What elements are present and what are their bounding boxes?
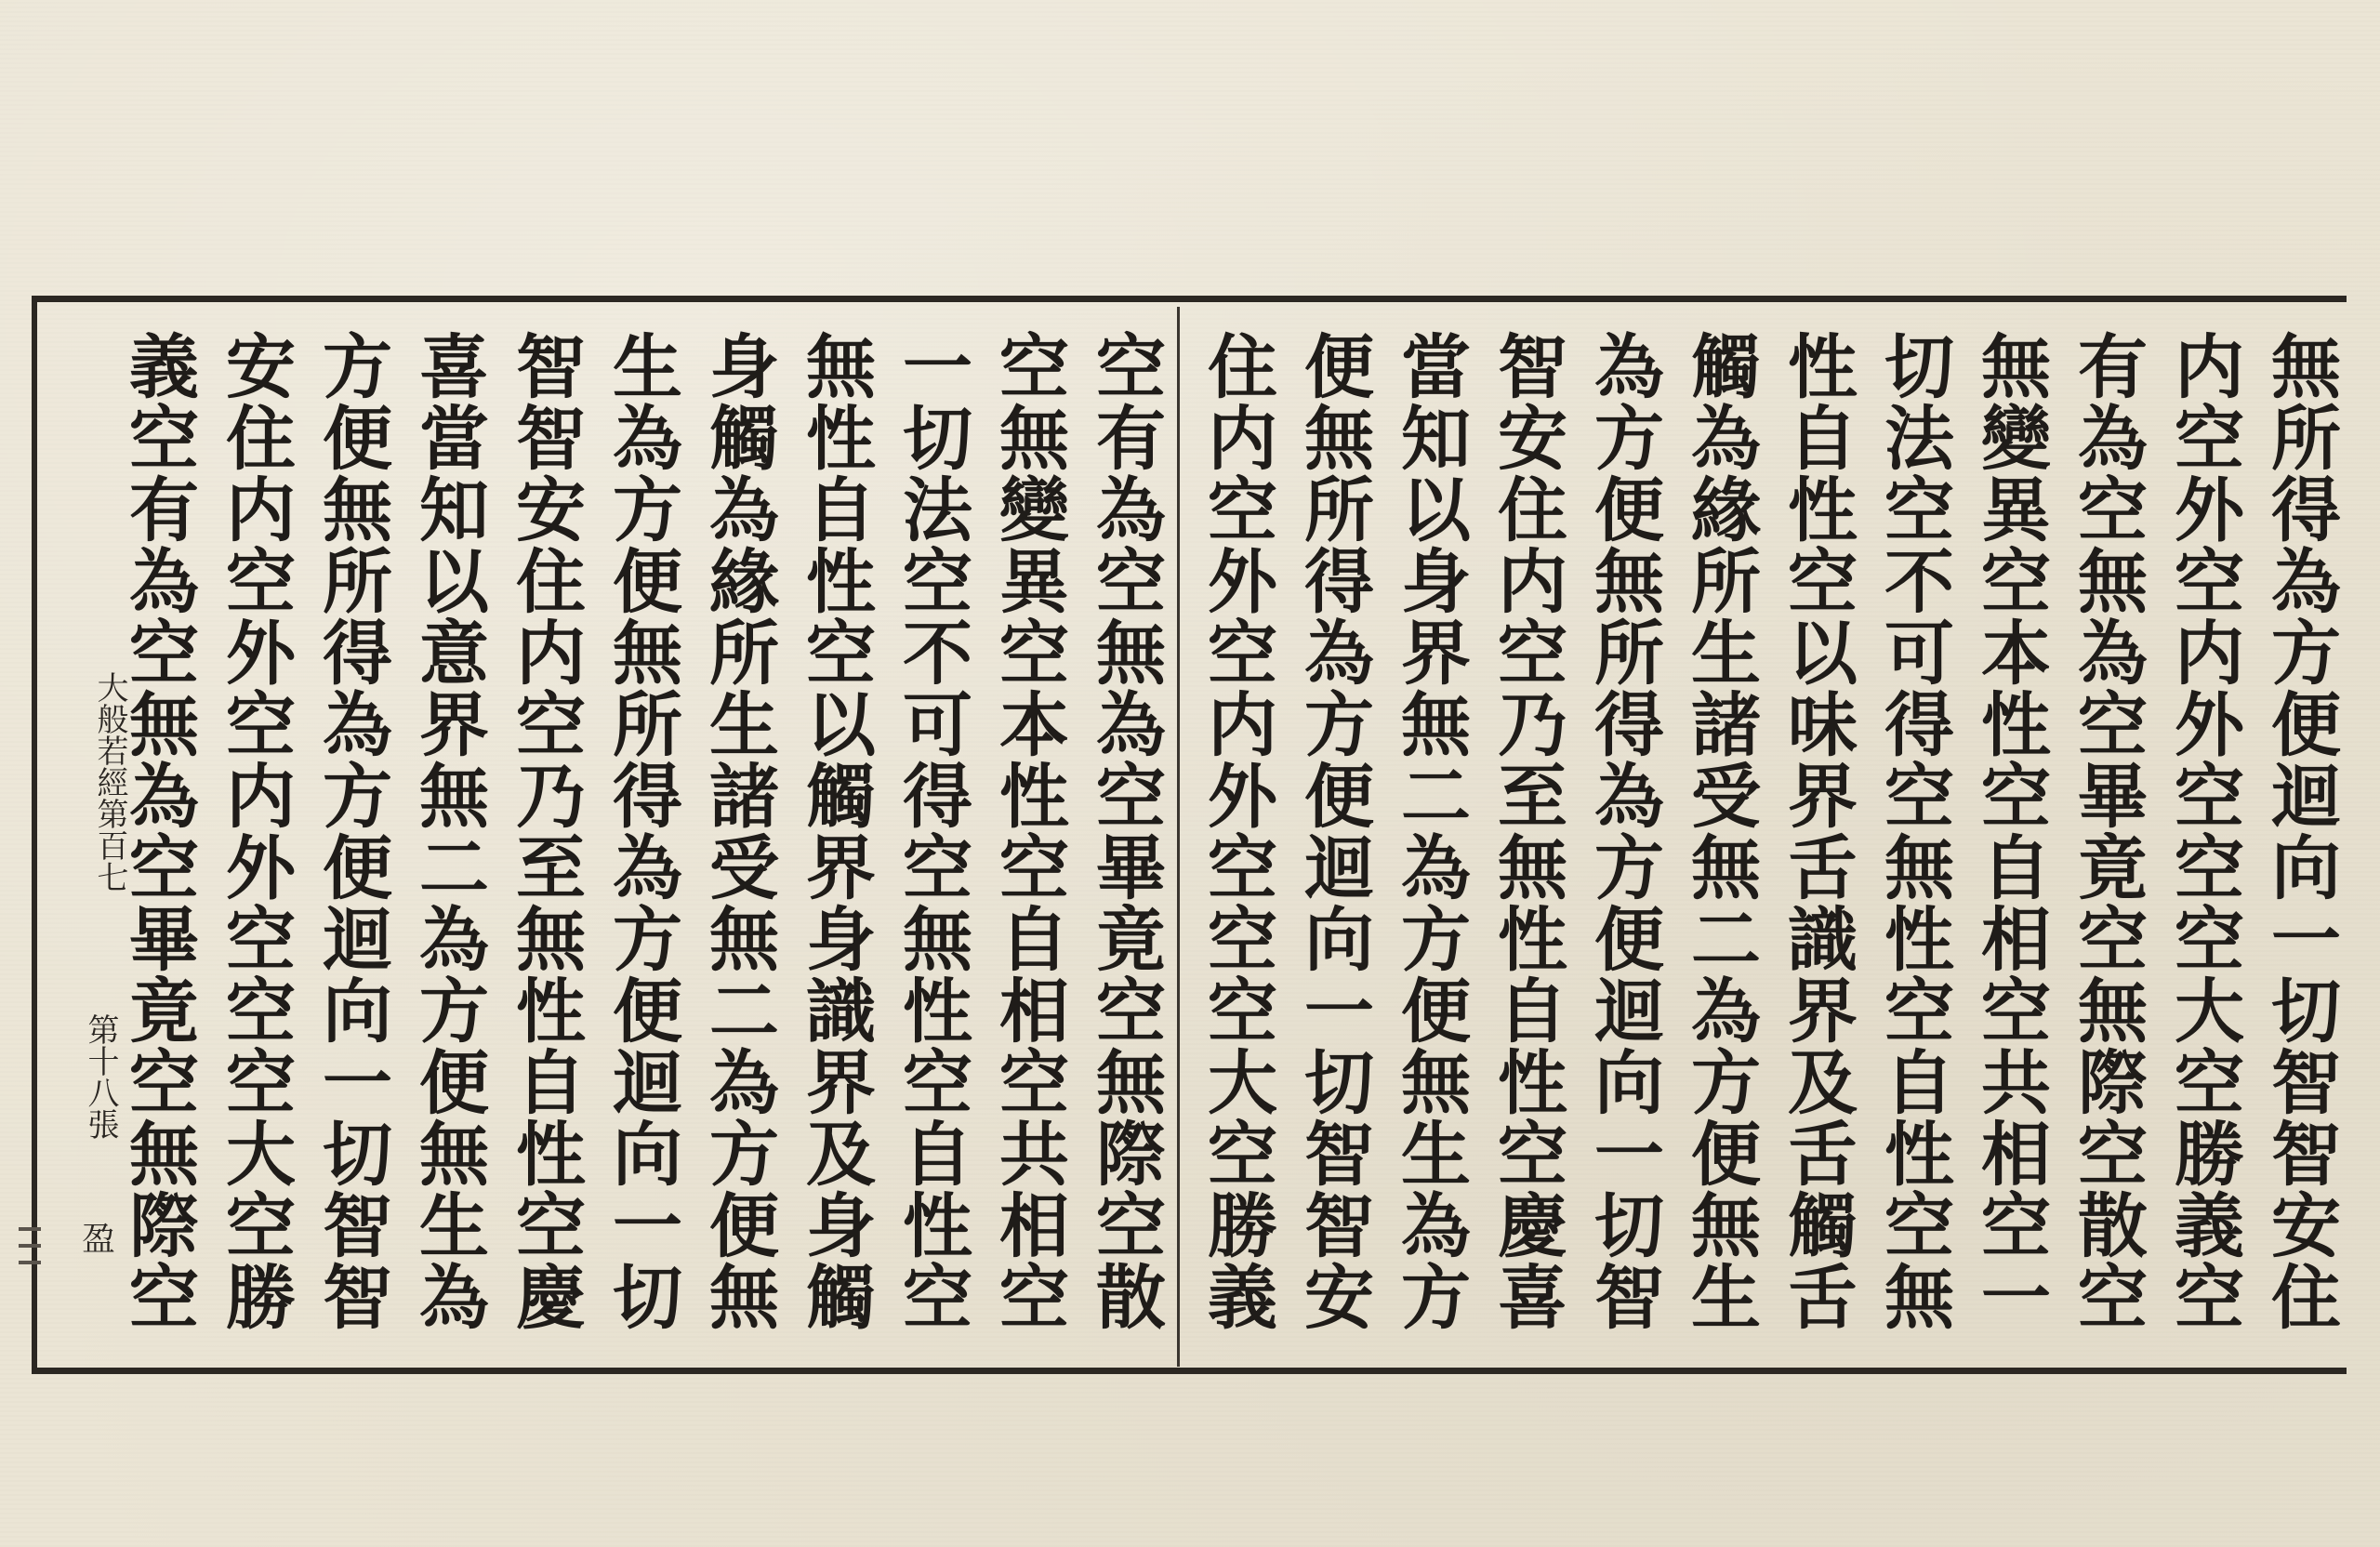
text-column: 智安住内空乃至無性自性空慶喜 [1487,330,1568,1332]
text-column: 智智安住内空乃至無性自性空慶 [505,330,587,1332]
text-column: 空有為空無為空畢竟空無際空散 [1085,330,1167,1332]
text-column: 無變異空本性空自相空共相空一 [1970,330,2052,1332]
text-column: 性自性空以味界舌識界及舌觸舌 [1777,330,1858,1332]
margin-page-number: 第十八張 [82,1013,119,1140]
margin-sutra-title: 大般若經第百七 [91,671,128,892]
text-column: 切法空不可得空無性空自性空無 [1873,330,1955,1332]
text-column: 一切法空不可得空無性空自性空 [892,330,973,1332]
margin-mark: 盈 [82,1221,116,1259]
text-column: 生為方便無所得為方便迴向一切 [602,330,683,1332]
text-column: 方便無所得為方便迴向一切智智 [311,330,393,1332]
text-column: 有為空無為空畢竟空無際空散空 [2067,330,2149,1332]
edge-tick-marks [19,1227,56,1311]
text-column: 無所得為方便迴向一切智智安住 [2260,330,2342,1332]
text-column: 便無所得為方便迴向一切智智安 [1293,330,1375,1332]
text-column: 身觸為緣所生諸受無二為方便無 [698,330,780,1332]
text-column: 安住内空外空内外空空空大空勝 [215,330,297,1332]
text-column: 喜當知以意界無二為方便無生為 [408,330,490,1332]
center-fold-line [1177,307,1180,1367]
text-column: 空無變異空本性空自相空共相空 [988,330,1070,1332]
text-column: 觸為緣所生諸受無二為方便無生 [1680,330,1762,1332]
text-column: 義空有為空無為空畢竟空無際空 [118,330,200,1332]
text-column: 當知以身界無二為方便無生為方 [1390,330,1472,1332]
text-column: 為方便無所得為方便迴向一切智 [1583,330,1665,1332]
text-column: 無性自性空以觸界身識界及身觸 [795,330,877,1332]
text-column: 内空外空内外空空空大空勝義空 [2163,330,2245,1332]
text-column: 住内空外空内外空空空大空勝義 [1197,330,1278,1332]
